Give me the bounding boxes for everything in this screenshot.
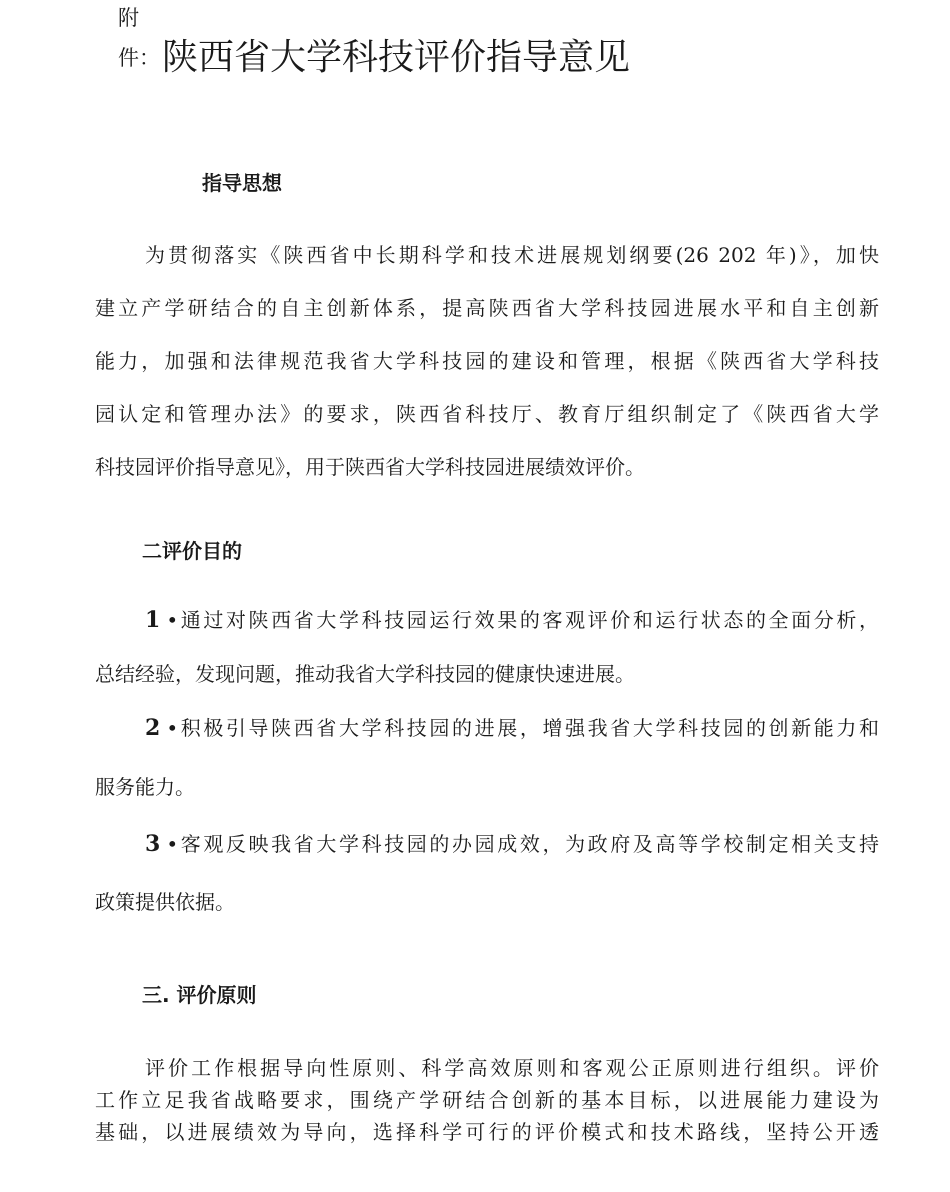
document-title-line — [118, 38, 630, 78]
purpose-item-3-line-1 — [145, 832, 879, 856]
purpose-item-2-number: 2 — [145, 715, 161, 741]
annex-label-line1: 附 — [118, 6, 139, 30]
purpose-item-3-text: •客观反映我省大学科技园的办园成效，为政府及高等学校制定相关支持 — [166, 832, 879, 856]
purpose-item-2-line-1 — [145, 716, 879, 740]
principles-paragraph-line-1: 评价工作根据导向性原则、科学高效原则和客观公正原则进行组织。评价 — [145, 1056, 879, 1080]
principles-paragraph-line-2: 工作立足我省战略要求，围绕产学研结合创新的基本目标，以进展能力建设为 — [95, 1088, 879, 1112]
purpose-item-1-line-1 — [145, 608, 879, 632]
guiding-paragraph-line-3: 能力，加强和法律规范我省大学科技园的建设和管理，根据《陕西省大学科技 — [95, 349, 879, 373]
purpose-item-1-number: 1 — [145, 607, 161, 633]
guiding-paragraph-line-5: 科技园评价指导意见》，用于陕西省大学科技园进展绩效评价。 — [95, 455, 645, 479]
section-heading-principles: 三. 评价原则 — [142, 983, 257, 1007]
guiding-paragraph-line-4: 园认定和管理办法》的要求，陕西省科技厅、教育厅组织制定了《陕西省大学 — [95, 402, 879, 426]
purpose-item-2-line-2: 服务能力。 — [95, 775, 195, 799]
purpose-item-1-text: •通过对陕西省大学科技园运行效果的客观评价和运行状态的全面分析， — [166, 608, 879, 632]
annex-label-line2: 件： — [118, 46, 160, 70]
purpose-item-2-text: •积极引导陕西省大学科技园的进展，增强我省大学科技园的创新能力和 — [166, 716, 879, 740]
document-title: 陕西省大学科技评价指导意见 — [162, 37, 631, 78]
section-heading-guiding: 指导思想 — [202, 171, 282, 195]
principles-paragraph-line-3: 基础，以进展绩效为导向，选择科学可行的评价模式和技术路线，坚持公开透 — [95, 1120, 879, 1144]
section-heading-purpose: 二评价目的 — [142, 539, 242, 563]
purpose-item-3-number: 3 — [145, 831, 161, 857]
purpose-item-1-line-2: 总结经验，发现问题，推动我省大学科技园的健康快速进展。 — [95, 662, 635, 686]
guiding-paragraph-line-1: 为贯彻落实《陕西省中长期科学和技术进展规划纲要(26 202 年)》，加快 — [145, 243, 879, 267]
purpose-item-3-line-2: 政策提供依据。 — [95, 890, 235, 914]
guiding-paragraph-line-2: 建立产学研结合的自主创新体系，提高陕西省大学科技园进展水平和自主创新 — [95, 296, 879, 320]
